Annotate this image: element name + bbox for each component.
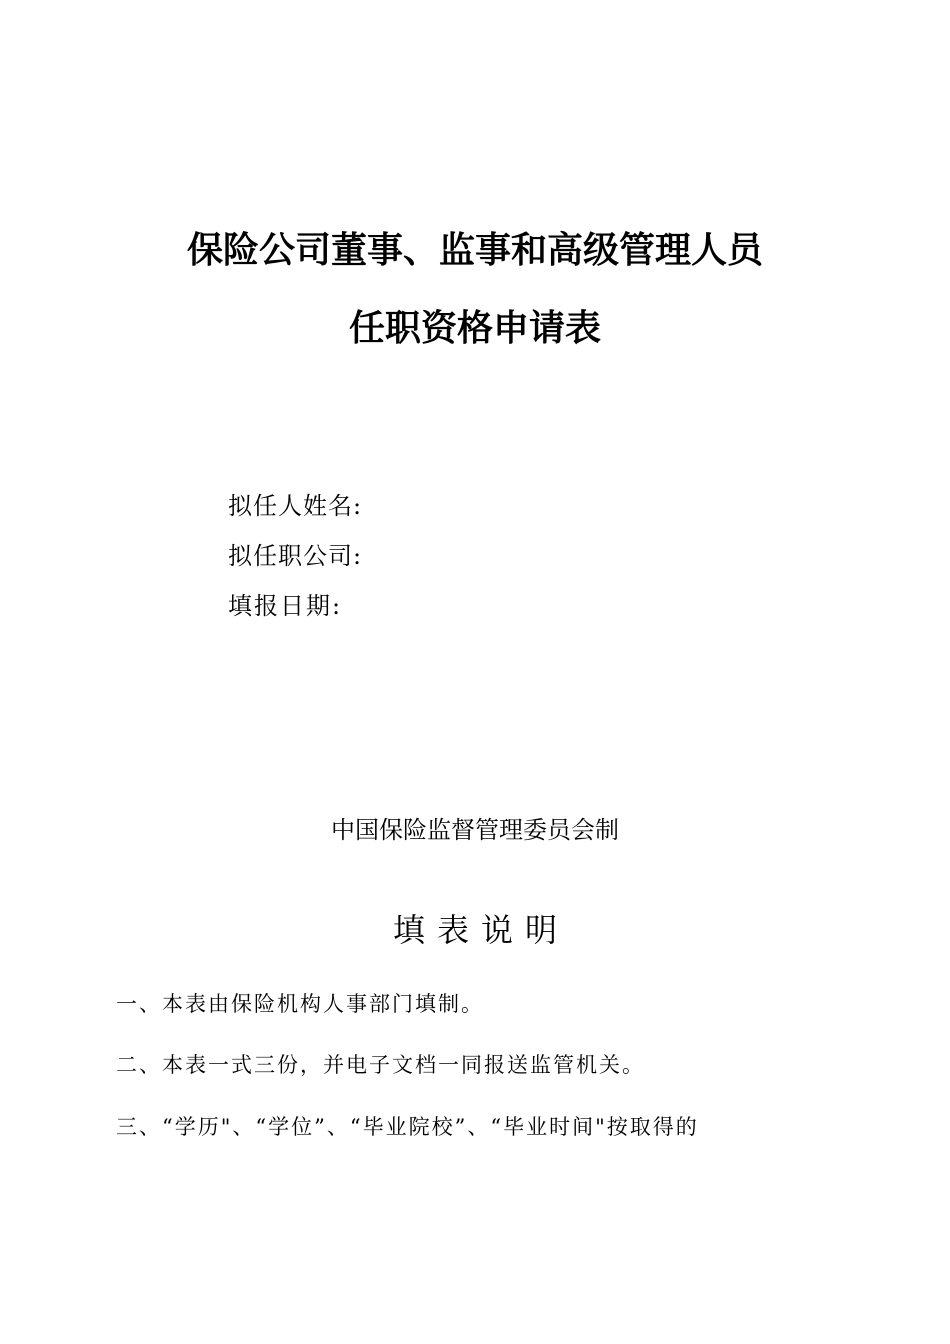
form-title-line-2: 任职资格申请表 [348,307,601,349]
fill-date-label: 填报日期: [228,592,343,620]
candidate-name-label: 拟任人姓名: [228,492,363,520]
instruction-item-2: 二、本表一式三份，并电子文档一同报送监管机关。 [116,1053,645,1077]
instruction-item-1: 一、本表由保险机构人事部门填制。 [116,992,484,1016]
form-title-line-1: 保险公司董事、监事和高级管理人员 [186,229,763,271]
instruction-item-3: 三、“学历"、“学位”、“毕业院校”、“毕业时间"按取得的 [116,1115,699,1139]
issuer-name: 中国保险监督管理委员会制 [331,816,619,844]
candidate-company-label: 拟任职公司: [228,542,363,570]
instructions-heading: 填表说明 [392,911,569,949]
